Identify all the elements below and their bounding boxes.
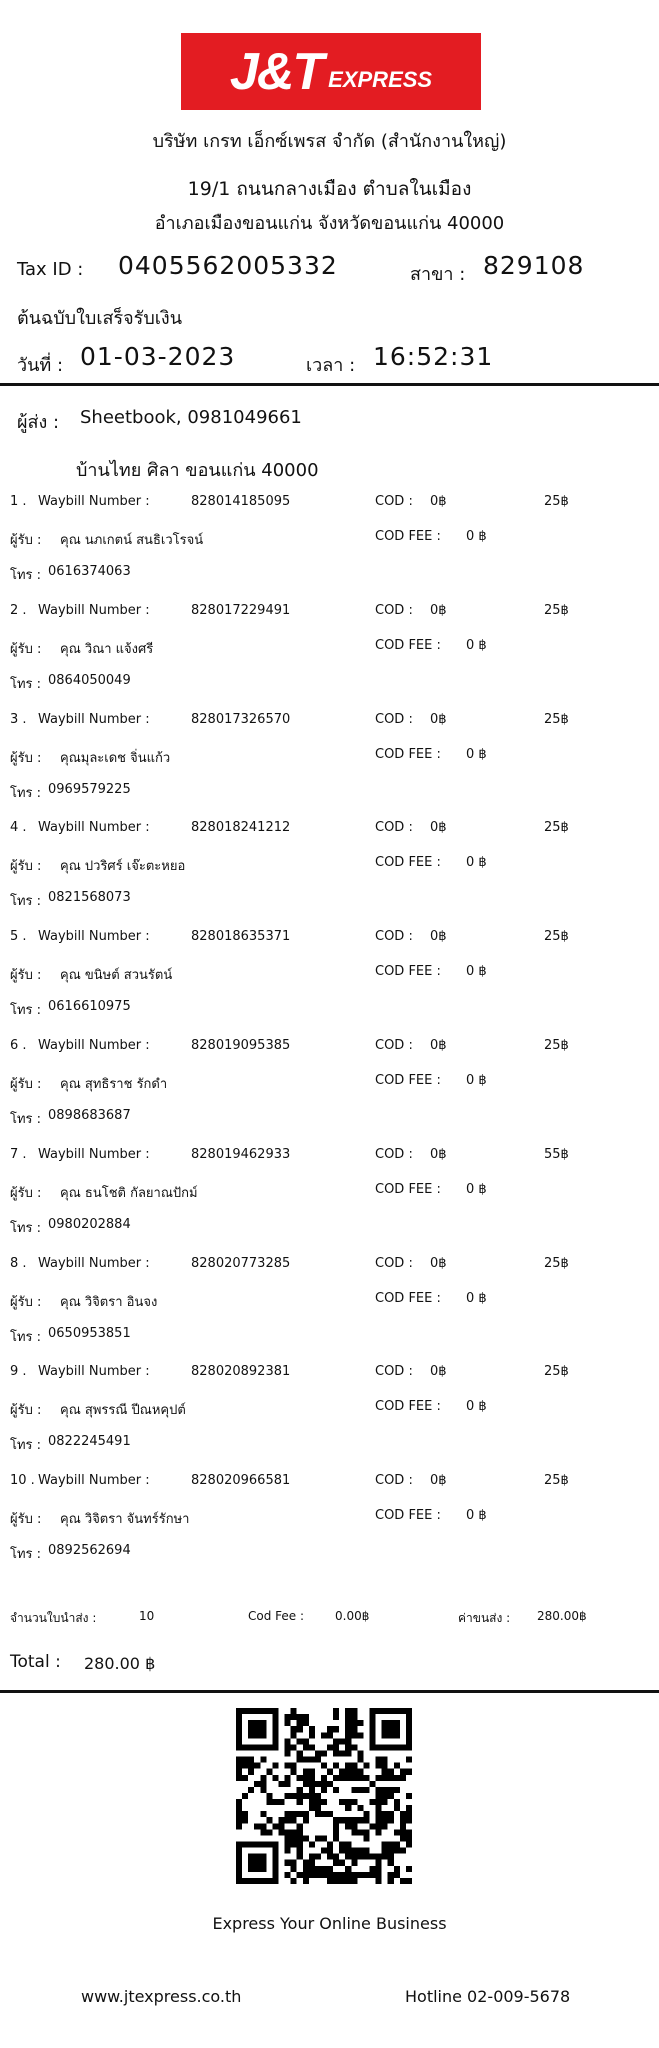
receiver-label: ผู้รับ : xyxy=(10,533,42,548)
receiver-label: ผู้รับ : xyxy=(10,1186,42,1201)
divider-bottom xyxy=(0,1690,659,1693)
receiver-name: คุณ ขนิษต์ สวนรัตน์ xyxy=(60,968,173,983)
receiver-name: คุณ วิณา แจ้งศรี xyxy=(60,642,154,657)
phone-label: โทร : xyxy=(10,894,42,909)
cod-fee-label: COD FEE : xyxy=(375,964,441,979)
time-value: 16:52:31 xyxy=(373,342,494,371)
waybill-number: 828020773285 xyxy=(191,1256,291,1271)
waybill-label: Waybill Number : xyxy=(38,1147,150,1162)
cod-label: COD : xyxy=(375,494,413,509)
phone-number: 0898683687 xyxy=(48,1108,131,1123)
phone-number: 0822245491 xyxy=(48,1434,131,1449)
codfee-summary-label: Cod Fee : xyxy=(248,1609,305,1623)
hotline: Hotline 02-009-5678 xyxy=(405,1987,571,2006)
waybill-label: Waybill Number : xyxy=(38,494,150,509)
cod-label: COD : xyxy=(375,1147,413,1162)
phone-label: โทร : xyxy=(10,1547,42,1562)
receiver-name: คุณ วิจิตรา อินจง xyxy=(60,1295,158,1310)
jt-express-logo xyxy=(181,33,481,110)
total-label: Total : xyxy=(10,1652,61,1672)
cod-fee-label: COD FEE : xyxy=(375,855,441,870)
waybill-number: 828017229491 xyxy=(191,603,291,618)
shipping-value: 280.00฿ xyxy=(537,1609,587,1623)
shipping-price: 25฿ xyxy=(544,929,569,944)
total-value: 280.00 ฿ xyxy=(84,1654,156,1673)
cod-fee-label: COD FEE : xyxy=(375,1182,441,1197)
cod-fee-value: 0 ฿ xyxy=(466,529,487,544)
cod-fee-value: 0 ฿ xyxy=(466,1073,487,1088)
logo-main-text: J&T xyxy=(229,42,323,101)
shipping-price: 25฿ xyxy=(544,603,569,618)
document-type: ต้นฉบับใบเสร็จรับเงิน xyxy=(17,308,183,329)
count-value: 10 xyxy=(139,1609,155,1623)
cod-value: 0฿ xyxy=(430,1147,447,1162)
company-address-line1: 19/1 ถนนกลางเมือง ตำบลในเมือง xyxy=(187,178,472,200)
shipping-price: 55฿ xyxy=(544,1147,569,1162)
company-address-line2: อำเภอเมืองขอนแก่น จังหวัดขอนแก่น 40000 xyxy=(154,213,505,234)
slogan: Express Your Online Business xyxy=(212,1914,447,1933)
tax-id-value: 0405562005332 xyxy=(118,251,338,280)
receiver-label: ผู้รับ : xyxy=(10,859,42,874)
waybill-label: Waybill Number : xyxy=(38,1364,150,1379)
waybill-label: Waybill Number : xyxy=(38,1256,150,1271)
receiver-name: คุณ สุทธิราช รักดำ xyxy=(60,1077,168,1092)
receiver-label: ผู้รับ : xyxy=(10,1512,42,1527)
cod-label: COD : xyxy=(375,712,413,727)
receiver-name: คุณ นภเกตน์ สนธิเวโรจน์ xyxy=(60,533,204,548)
waybill-label: Waybill Number : xyxy=(38,1473,150,1488)
waybill-number: 828017326570 xyxy=(191,712,291,727)
item-number: 5 . xyxy=(10,929,27,944)
cod-fee-label: COD FEE : xyxy=(375,1291,441,1306)
divider-top xyxy=(0,383,659,386)
cod-label: COD : xyxy=(375,1364,413,1379)
waybill-number: 828019462933 xyxy=(191,1147,291,1162)
phone-number: 0616610975 xyxy=(48,999,131,1014)
receiver-name: คุณ ปวริศร์ เจ๊ะตะหยอ xyxy=(60,859,186,874)
cod-fee-label: COD FEE : xyxy=(375,747,441,762)
cod-label: COD : xyxy=(375,929,413,944)
phone-label: โทร : xyxy=(10,677,42,692)
receiver-name: คุณ วิจิตรา จันทร์รักษา xyxy=(60,1512,190,1527)
phone-number: 0969579225 xyxy=(48,782,131,797)
cod-fee-value: 0 ฿ xyxy=(466,855,487,870)
cod-fee-value: 0 ฿ xyxy=(466,1399,487,1414)
cod-fee-value: 0 ฿ xyxy=(466,638,487,653)
receiver-label: ผู้รับ : xyxy=(10,1403,42,1418)
shipping-price: 25฿ xyxy=(544,820,569,835)
phone-label: โทร : xyxy=(10,1112,42,1127)
phone-number: 0892562694 xyxy=(48,1543,131,1558)
date-label: วันที่ : xyxy=(17,355,64,376)
website-link[interactable]: www.jtexpress.co.th xyxy=(81,1987,242,2006)
waybill-label: Waybill Number : xyxy=(38,603,150,618)
branch-value: 829108 xyxy=(483,251,585,280)
cod-value: 0฿ xyxy=(430,1256,447,1271)
waybill-label: Waybill Number : xyxy=(38,712,150,727)
waybill-number: 828018241212 xyxy=(191,820,291,835)
qr-code xyxy=(236,1708,412,1884)
shipping-price: 25฿ xyxy=(544,1473,569,1488)
phone-number: 0821568073 xyxy=(48,890,131,905)
cod-value: 0฿ xyxy=(430,712,447,727)
cod-label: COD : xyxy=(375,603,413,618)
shipping-price: 25฿ xyxy=(544,1038,569,1053)
shipping-label: ค่าขนส่ง : xyxy=(458,1611,511,1625)
cod-value: 0฿ xyxy=(430,929,447,944)
phone-number: 0864050049 xyxy=(48,673,131,688)
phone-number: 0980202884 xyxy=(48,1217,131,1232)
cod-fee-label: COD FEE : xyxy=(375,1399,441,1414)
item-number: 7 . xyxy=(10,1147,27,1162)
cod-fee-label: COD FEE : xyxy=(375,638,441,653)
cod-fee-value: 0 ฿ xyxy=(466,1182,487,1197)
shipping-price: 25฿ xyxy=(544,1364,569,1379)
phone-label: โทร : xyxy=(10,786,42,801)
cod-value: 0฿ xyxy=(430,1473,447,1488)
receiver-label: ผู้รับ : xyxy=(10,642,42,657)
waybill-number: 828020892381 xyxy=(191,1364,291,1379)
cod-value: 0฿ xyxy=(430,820,447,835)
cod-fee-label: COD FEE : xyxy=(375,1073,441,1088)
waybill-number: 828018635371 xyxy=(191,929,291,944)
waybill-number: 828014185095 xyxy=(191,494,291,509)
waybill-label: Waybill Number : xyxy=(38,820,150,835)
company-name: บริษัท เกรท เอ็กซ์เพรส จำกัด (สำนักงานใหญ่) xyxy=(152,131,507,152)
sender-label: ผู้ส่ง : xyxy=(17,412,60,433)
item-number: 10 . xyxy=(10,1473,35,1488)
receiver-name: คุณ สุพรรณี ปีณหคุปต์ xyxy=(60,1403,186,1418)
logo-sub-text: EXPRESS xyxy=(328,66,433,92)
codfee-summary-value: 0.00฿ xyxy=(335,1609,370,1623)
item-number: 9 . xyxy=(10,1364,27,1379)
receiver-label: ผู้รับ : xyxy=(10,968,42,983)
phone-label: โทร : xyxy=(10,1221,42,1236)
cod-fee-value: 0 ฿ xyxy=(466,747,487,762)
shipping-price: 25฿ xyxy=(544,1256,569,1271)
phone-number: 0616374063 xyxy=(48,564,131,579)
cod-fee-value: 0 ฿ xyxy=(466,964,487,979)
cod-fee-value: 0 ฿ xyxy=(466,1291,487,1306)
receiver-label: ผู้รับ : xyxy=(10,1295,42,1310)
item-number: 3 . xyxy=(10,712,27,727)
receiver-name: คุณ ธนโชติ กัลยาณปักม์ xyxy=(60,1186,198,1201)
receiver-label: ผู้รับ : xyxy=(10,751,42,766)
shipping-price: 25฿ xyxy=(544,494,569,509)
shipping-price: 25฿ xyxy=(544,712,569,727)
receiver-name: คุณมุละเดช จิ่นแก้ว xyxy=(60,751,171,766)
branch-label: สาขา : xyxy=(410,264,466,285)
cod-value: 0฿ xyxy=(430,603,447,618)
phone-label: โทร : xyxy=(10,1003,42,1018)
cod-label: COD : xyxy=(375,820,413,835)
waybill-label: Waybill Number : xyxy=(38,1038,150,1053)
cod-value: 0฿ xyxy=(430,494,447,509)
receiver-label: ผู้รับ : xyxy=(10,1077,42,1092)
item-number: 8 . xyxy=(10,1256,27,1271)
time-label: เวลา : xyxy=(306,355,356,376)
cod-fee-value: 0 ฿ xyxy=(466,1508,487,1523)
waybill-label: Waybill Number : xyxy=(38,929,150,944)
date-value: 01-03-2023 xyxy=(80,342,236,371)
phone-label: โทร : xyxy=(10,1330,42,1345)
waybill-number: 828020966581 xyxy=(191,1473,291,1488)
item-number: 1 . xyxy=(10,494,27,509)
sender-value: Sheetbook, 0981049661 xyxy=(80,407,302,428)
tax-id-label: Tax ID : xyxy=(17,259,84,280)
count-label: จำนวนใบนำส่ง : xyxy=(10,1611,97,1625)
waybill-number: 828019095385 xyxy=(191,1038,291,1053)
cod-fee-label: COD FEE : xyxy=(375,529,441,544)
sender-address: บ้านไทย ศิลา ขอนแก่น 40000 xyxy=(76,460,319,481)
phone-number: 0650953851 xyxy=(48,1326,131,1341)
cod-fee-label: COD FEE : xyxy=(375,1508,441,1523)
item-number: 2 . xyxy=(10,603,27,618)
phone-label: โทร : xyxy=(10,568,42,583)
item-number: 4 . xyxy=(10,820,27,835)
cod-label: COD : xyxy=(375,1473,413,1488)
cod-label: COD : xyxy=(375,1256,413,1271)
cod-value: 0฿ xyxy=(430,1038,447,1053)
item-number: 6 . xyxy=(10,1038,27,1053)
cod-label: COD : xyxy=(375,1038,413,1053)
cod-value: 0฿ xyxy=(430,1364,447,1379)
phone-label: โทร : xyxy=(10,1438,42,1453)
